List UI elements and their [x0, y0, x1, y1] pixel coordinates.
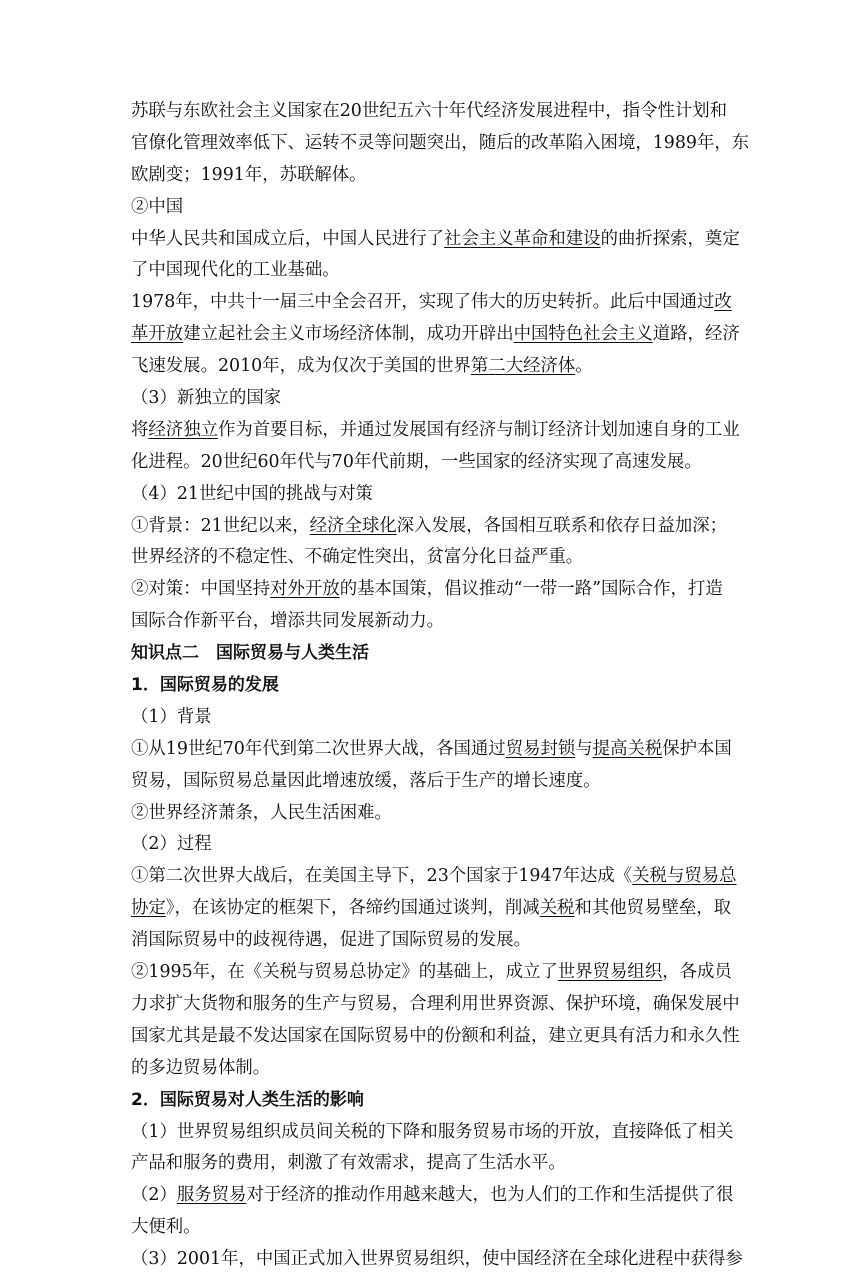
underlined-keyword: 世界贸易组织: [557, 962, 663, 983]
text-segment: （4）21世纪中国的挑战与对策: [131, 483, 373, 504]
text-line: [131, 383, 731, 415]
text-line: [131, 1244, 743, 1276]
text-segment: ②对策：中国坚持: [131, 579, 271, 600]
text-segment: 》，在该协定的框架下，各缔约国通过谈判，削减: [165, 898, 540, 919]
text-segment: 对于经济的推动作用越来越大，也为人们的工作和生活提供了很: [246, 1185, 734, 1206]
text-segment: 化进程。20世纪60年代与70年代前期，一些国家的经济实现了高速发展。: [131, 451, 702, 472]
text-line: [131, 1117, 734, 1149]
text-segment: 中华人民共和国成立后，中国人民进行了: [131, 228, 445, 249]
text-line: [131, 224, 740, 256]
underlined-keyword: 提高关税: [592, 738, 663, 759]
text-segment: 欧剧变；1991年，苏联解体。: [131, 164, 367, 185]
text-line: [131, 702, 731, 734]
text-segment: ②1995年，在《关税与贸易总协定》的基础上，成立了: [131, 962, 558, 983]
underlined-keyword: 改: [714, 292, 732, 313]
text-line: [131, 989, 740, 1021]
text-segment: （2）过程: [131, 834, 212, 855]
text-line: [131, 957, 731, 989]
text-segment: ②世界经济萧条，人民生活困难。: [131, 802, 392, 823]
text-segment: 深入发展，各国相互联系和依存日益加深；: [396, 515, 728, 536]
text-line: [131, 574, 731, 606]
text-segment: （1）背景: [131, 706, 212, 727]
text-segment: 与: [575, 738, 593, 759]
underlined-keyword: 革开放: [131, 324, 184, 345]
text-line: [131, 96, 731, 128]
text-segment: ①背景：21世纪以来，: [131, 515, 310, 536]
text-segment: 的基本国策，倡议推动“一带一路”国际合作，打造: [339, 579, 723, 600]
text-line: [131, 351, 731, 383]
text-line: [131, 255, 731, 287]
underlined-keyword: 对外开放: [270, 579, 340, 600]
underlined-keyword: 协定: [131, 898, 166, 919]
text-segment: 消国际贸易中的歧视待遇，促进了国际贸易的发展。: [131, 930, 531, 951]
text-segment: 的多边贸易体制。: [131, 1057, 271, 1078]
text-line: [131, 1085, 731, 1117]
text-line: [131, 1053, 731, 1085]
text-segment: 的曲折探索，奠定: [600, 228, 740, 249]
text-line: [131, 287, 731, 319]
underlined-keyword: 贸易封锁: [505, 738, 576, 759]
text-segment: ，各成员: [662, 962, 732, 983]
text-segment: 国际合作新平台，增添共同发展新动力。: [131, 611, 445, 632]
text-line: [131, 447, 731, 479]
text-line: [131, 638, 731, 670]
text-line: [131, 192, 731, 224]
text-segment: （3）新独立的国家: [131, 388, 282, 409]
text-segment: 苏联与东欧社会主义国家在20世纪五六十年代经济发展进程中，指令性计划和: [131, 101, 728, 121]
text-line: [131, 542, 731, 574]
text-segment: 官僚化管理效率低下、运转不灵等问题突出，随后的改革陷入困境，1989年，东: [131, 132, 750, 153]
text-segment: 大便利。: [131, 1217, 201, 1238]
text-line: [131, 893, 731, 925]
text-segment: 作为首要目标，并通过发展国有经济与制订经济计划加速自身的工业: [217, 419, 740, 440]
text-line: [131, 861, 737, 893]
text-segment: 道路，经济: [652, 324, 740, 345]
section-heading: 知识点二 国际贸易与人类生活: [131, 643, 369, 664]
text-segment: 力求扩大货物和服务的生产与贸易，合理利用世界资源、保护环境，确保发展中: [131, 993, 740, 1014]
text-segment: （2）: [131, 1185, 177, 1206]
text-line: [131, 1180, 734, 1212]
underlined-keyword: 经济全球化: [309, 515, 397, 536]
text-segment: 贸易，国际贸易总量因此增速放缓，落后于生产的增长速度。: [131, 770, 601, 791]
text-line: [131, 766, 731, 798]
text-segment: ②中国: [131, 196, 184, 217]
text-line: [131, 415, 740, 447]
text-line: [131, 734, 731, 766]
underlined-keyword: 社会主义革命和建设: [444, 228, 601, 249]
text-line: [131, 160, 731, 192]
document-body: [131, 96, 750, 1276]
underlined-keyword: 中国特色社会主义: [513, 324, 653, 345]
text-line: [131, 1212, 731, 1244]
text-line: [131, 606, 731, 638]
underlined-keyword: 第二大经济体: [470, 356, 576, 377]
text-segment: ①第二次世界大战后，在美国主导下，23个国家于1947年达成《: [131, 866, 633, 887]
text-line: [131, 670, 731, 702]
text-segment: 。: [575, 356, 593, 377]
text-line: [131, 479, 731, 511]
text-segment: 1978年，中共十一届三中全会召开，实现了伟大的历史转折。此后中国通过: [131, 292, 715, 313]
underlined-keyword: 关税: [539, 898, 575, 919]
text-line: [131, 1021, 740, 1053]
text-segment: 将: [131, 419, 149, 440]
text-line: [131, 798, 731, 830]
text-line: [131, 925, 731, 957]
underlined-keyword: 服务贸易: [176, 1185, 247, 1206]
text-segment: 保护本国: [662, 738, 732, 759]
text-segment: 了中国现代化的工业基础。: [131, 260, 340, 281]
text-line: [131, 319, 740, 351]
text-segment: 国家尤其是最不发达国家在国际贸易中的份额和利益，建立更具有活力和永久性: [131, 1025, 740, 1046]
document-page: [131, 96, 750, 1276]
section-heading: 2．国际贸易对人类生活的影响: [131, 1089, 364, 1110]
text-segment: 飞速发展。2010年，成为仅次于美国的世界: [131, 356, 471, 377]
text-segment: ①从19世纪70年代到第二次世界大战，各国通过: [131, 738, 506, 759]
text-segment: （1）世界贸易组织成员间关税的下降和服务贸易市场的开放，直接降低了相关: [131, 1121, 734, 1142]
text-line: [131, 128, 750, 160]
text-segment: 和其他贸易壁垒，取: [574, 898, 732, 919]
underlined-keyword: 经济独立: [148, 419, 218, 440]
underlined-keyword: 关税与贸易总: [632, 866, 737, 887]
text-line: [131, 829, 731, 861]
section-heading: 1．国际贸易的发展: [131, 675, 279, 696]
text-segment: （3）2001年，中国正式加入世界贸易组织，使中国经济在全球化进程中获得参: [131, 1249, 743, 1270]
text-line: [131, 1148, 731, 1180]
text-line: [131, 511, 731, 543]
text-segment: 产品和服务的费用，刺激了有效需求，提高了生活水平。: [131, 1153, 566, 1174]
text-segment: 世界经济的不稳定性、不确定性突出，贫富分化日益严重。: [131, 547, 584, 568]
text-segment: 建立起社会主义市场经济体制，成功开辟出: [183, 324, 514, 345]
